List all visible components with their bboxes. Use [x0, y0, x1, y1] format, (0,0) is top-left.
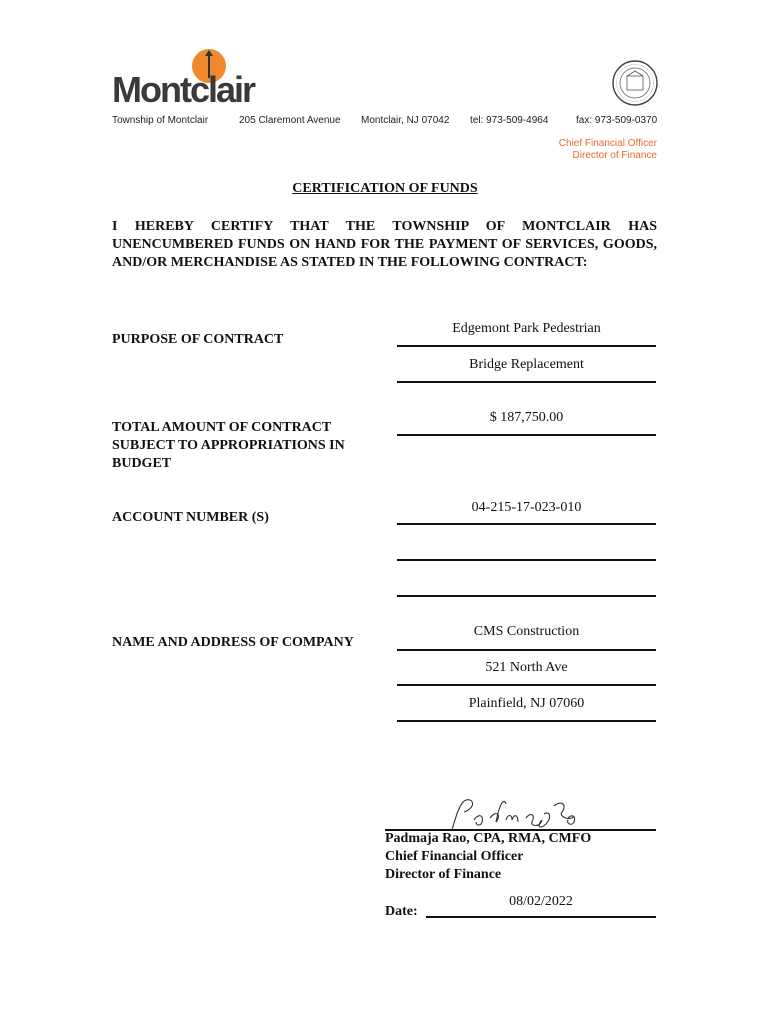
office-subtitle: Director of Finance: [572, 150, 657, 161]
amount-value: $ 187,750.00: [489, 410, 564, 425]
company-line-2: 521 North Ave: [485, 660, 568, 675]
account-underline-3: [397, 595, 656, 597]
certification-statement: I HEREBY CERTIFY THAT THE TOWNSHIP OF MONTCLAIR HAS UNENCUMBERED FUNDS ON HAND FOR THE PAYMENT OF SERVICES, GOODS, AND/OR MERCHANDISE AS STATED IN THE FOLLOWING CONTRACT:: [112, 219, 657, 270]
company-line-3: Plainfield, NJ 07060: [468, 696, 585, 711]
logo-wordmark: Montclair: [112, 69, 255, 110]
township-seal-icon: [612, 60, 658, 106]
signatory-title-2: Director of Finance: [385, 867, 502, 882]
company-underline-2: [397, 684, 656, 686]
company-underline-1: [397, 649, 656, 651]
address-street: 205 Claremont Avenue: [239, 115, 341, 126]
date-label: Date:: [385, 904, 418, 919]
amount-underline: [397, 434, 656, 436]
purpose-underline-2: [397, 381, 656, 383]
signatory-name: Padmaja Rao, CPA, RMA, CMFO: [385, 831, 592, 846]
document-title: CERTIFICATION OF FUNDS: [292, 181, 478, 196]
purpose-line-1: Edgemont Park Pedestrian: [452, 321, 601, 336]
date-underline: [426, 916, 656, 918]
company-underline-3: [397, 720, 656, 722]
address-city: Montclair, NJ 07042: [361, 115, 450, 126]
purpose-line-2: Bridge Replacement: [469, 357, 584, 372]
date-value: 08/02/2022: [509, 894, 573, 909]
address-fax: fax: 973-509-0370: [576, 115, 658, 126]
company-label: NAME AND ADDRESS OF COMPANY: [112, 635, 354, 650]
address-tel: tel: 973-509-4964: [470, 115, 549, 126]
account-underline-2: [397, 559, 656, 561]
account-underline-1: [397, 523, 656, 525]
signatory-title-1: Chief Financial Officer: [385, 849, 524, 864]
purpose-label: PURPOSE OF CONTRACT: [112, 332, 284, 347]
purpose-underline-1: [397, 345, 656, 347]
signatory-block: [385, 830, 591, 884]
account-label: ACCOUNT NUMBER (S): [112, 510, 269, 525]
company-line-1: CMS Construction: [473, 624, 580, 639]
address-township: Township of Montclair: [112, 115, 209, 126]
account-value: 04-215-17-023-010: [471, 500, 582, 515]
amount-label: TOTAL AMOUNT OF CONTRACT SUBJECT TO APPROPRIATIONS IN BUDGET: [112, 420, 345, 471]
office-title: Chief Financial Officer: [558, 138, 657, 149]
